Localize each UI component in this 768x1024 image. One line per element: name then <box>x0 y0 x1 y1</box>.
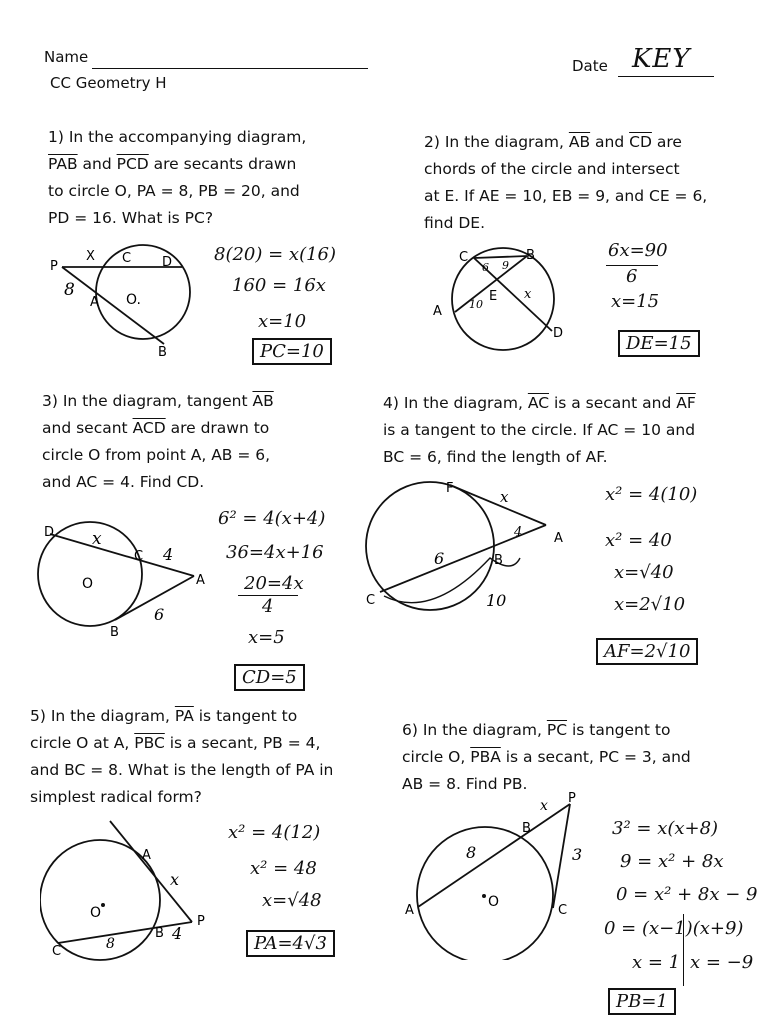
divider-line <box>683 914 684 986</box>
label-4: 4 <box>163 545 174 564</box>
work-4-line-4: x=2√10 <box>614 594 686 615</box>
label-8: 8 <box>466 843 477 862</box>
work-2-line-2: 6 <box>626 266 638 287</box>
label-x: x <box>170 870 180 889</box>
label-a: A <box>90 295 99 310</box>
label-o: O <box>488 894 500 910</box>
work-3-line-4: 4 <box>262 596 274 617</box>
work-1-line-1: 8(20) = x(16) <box>214 244 337 265</box>
problem-1-diagram <box>40 240 210 360</box>
label-6: 6 <box>154 605 165 624</box>
label-o: O <box>90 905 102 921</box>
work-4-line-3: x=√40 <box>614 562 674 583</box>
problem-2-text: 2) In the diagram, $\overline{AB}$ and $\overline{CD}$ are chords of the circle and intersect at E. If AE = 10, EB = 9, and CE = 6, find DE. <box>424 133 708 232</box>
label-9: 9 <box>502 259 509 272</box>
label-b: B <box>526 248 535 263</box>
problem-2-diagram <box>425 245 575 365</box>
label-c: C <box>52 944 62 959</box>
label-o: O <box>82 576 94 592</box>
label-a: A <box>142 848 151 863</box>
label-p: P <box>197 914 205 929</box>
label-b: B <box>110 625 119 640</box>
label-8: 8 <box>64 280 75 300</box>
work-5-line-1: x² = 4(12) <box>228 822 321 843</box>
problem-number: 3) <box>42 392 58 410</box>
problem-number: 1) <box>48 128 64 146</box>
label-b: B <box>522 821 531 836</box>
date-line[interactable] <box>618 76 714 77</box>
answer-2-box: DE=15 <box>618 330 700 357</box>
work-3-line-1: 6² = 4(x+4) <box>218 508 326 529</box>
work-4-line-2: x² = 40 <box>605 530 672 551</box>
problem-number: 2) <box>424 133 440 151</box>
work-1-line-2: 160 = 16x <box>232 275 326 296</box>
answer-6-box: PB=1 <box>608 988 676 1015</box>
work-6-line-4: 0 = (x−1)(x+9) <box>604 918 744 939</box>
work-4-line-1: x² = 4(10) <box>605 484 698 505</box>
label-x: x <box>540 798 548 814</box>
work-6-line-1: 3² = x(x+8) <box>612 818 719 839</box>
problem-number: 6) <box>402 721 418 739</box>
label-b: B <box>155 926 164 941</box>
label-e: E <box>489 289 498 304</box>
problem-1-text: 1) In the accompanying diagram, $\overline{PAB}$ and $\overline{PCD}$ are secants drawn to circle O, PA = 8, PB = 20, and PD = 16. What is PC? <box>48 128 307 227</box>
date-label: Date <box>572 57 608 75</box>
problem-5-diagram <box>40 815 220 965</box>
work-3-line-2: 36=4x+16 <box>226 542 324 563</box>
work-2-line-1: 6x=90 <box>608 240 668 261</box>
label-b: B <box>494 553 503 568</box>
label-p: P <box>568 791 576 806</box>
label-c: C <box>134 549 144 564</box>
answer-5-box: PA=4√3 <box>246 930 335 957</box>
answer-1-box: PC=10 <box>252 338 332 365</box>
label-x: x <box>524 287 532 302</box>
work-3-line-5: x=5 <box>248 627 285 648</box>
problem-4-diagram <box>362 478 577 628</box>
work-1-line-3: x=10 <box>258 311 307 332</box>
work-2-line-3: x=15 <box>611 291 660 312</box>
name-label: Name <box>44 48 89 66</box>
label-d: D <box>44 525 55 540</box>
name-line[interactable] <box>92 68 368 69</box>
work-6-line-3: 0 = x² + 8x − 9 <box>616 884 758 905</box>
label-8: 8 <box>106 936 115 952</box>
course-title: CC Geometry H <box>50 74 167 92</box>
work-3-line-3: 20=4x <box>244 573 304 594</box>
label-x: x <box>500 488 509 506</box>
label-10: 10 <box>469 298 483 311</box>
label-a: A <box>405 903 414 918</box>
problem-number: 5) <box>30 707 46 725</box>
problem-6-text: 6) In the diagram, $\overline{PC}$ is tangent to circle O, $\overline{PBA}$ is a secant, PC = 3, and AB = 8. Find PB. <box>402 721 691 793</box>
label-a: A <box>433 304 442 319</box>
label-p: P <box>50 259 58 274</box>
work-6-line-6: x = −9 <box>690 952 754 973</box>
answer-3-box: CD=5 <box>234 664 305 691</box>
label-3: 3 <box>572 845 583 864</box>
problem-6-diagram <box>400 790 600 960</box>
label-c: C <box>558 903 568 918</box>
label-4: 4 <box>172 924 183 943</box>
work-5-line-2: x² = 48 <box>250 858 317 879</box>
answer-4-box: AF=2√10 <box>596 638 698 665</box>
problem-number: 4) <box>383 394 399 412</box>
label-x: X <box>86 249 95 264</box>
label-d: D <box>553 326 564 341</box>
label-c: C <box>122 251 132 266</box>
work-6-line-2: 9 = x² + 8x <box>620 851 724 872</box>
label-a: A <box>554 531 563 546</box>
label-6: 6 <box>434 549 445 568</box>
problem-3-text: 3) In the diagram, tangent $\overline{AB}$ and secant $\overline{ACD}$ are drawn to circle O from point A, AB = 6, and AC = 4. Find CD. <box>42 392 274 491</box>
label-a: A <box>196 573 205 588</box>
problem-4-text: 4) In the diagram, $\overline{AC}$ is a secant and $\overline{AF}$ is a tangent to the circle. If AC = 10 and BC = 6, find the length of AF. <box>383 394 696 466</box>
label-c: C <box>459 250 469 265</box>
label-c: C <box>366 593 376 608</box>
label-f: F <box>446 481 454 496</box>
label-d: D <box>162 255 173 270</box>
date-value: KEY <box>632 44 691 74</box>
problem-3-diagram <box>30 520 220 645</box>
label-6: 6 <box>482 261 489 274</box>
label-x: x <box>92 529 102 549</box>
label-4: 4 <box>514 525 523 540</box>
work-5-line-3: x=√48 <box>262 890 322 911</box>
label-b: B <box>158 345 167 360</box>
label-o: O. <box>126 292 141 308</box>
problem-5-text: 5) In the diagram, $\overline{PA}$ is tangent to circle O at A, $\overline{PBC}$ is a secant, PB = 4, and BC = 8. What is the length of PA in simplest radical form? <box>30 707 334 806</box>
work-6-line-5: x = 1 <box>632 952 681 973</box>
label-10: 10 <box>486 591 507 610</box>
